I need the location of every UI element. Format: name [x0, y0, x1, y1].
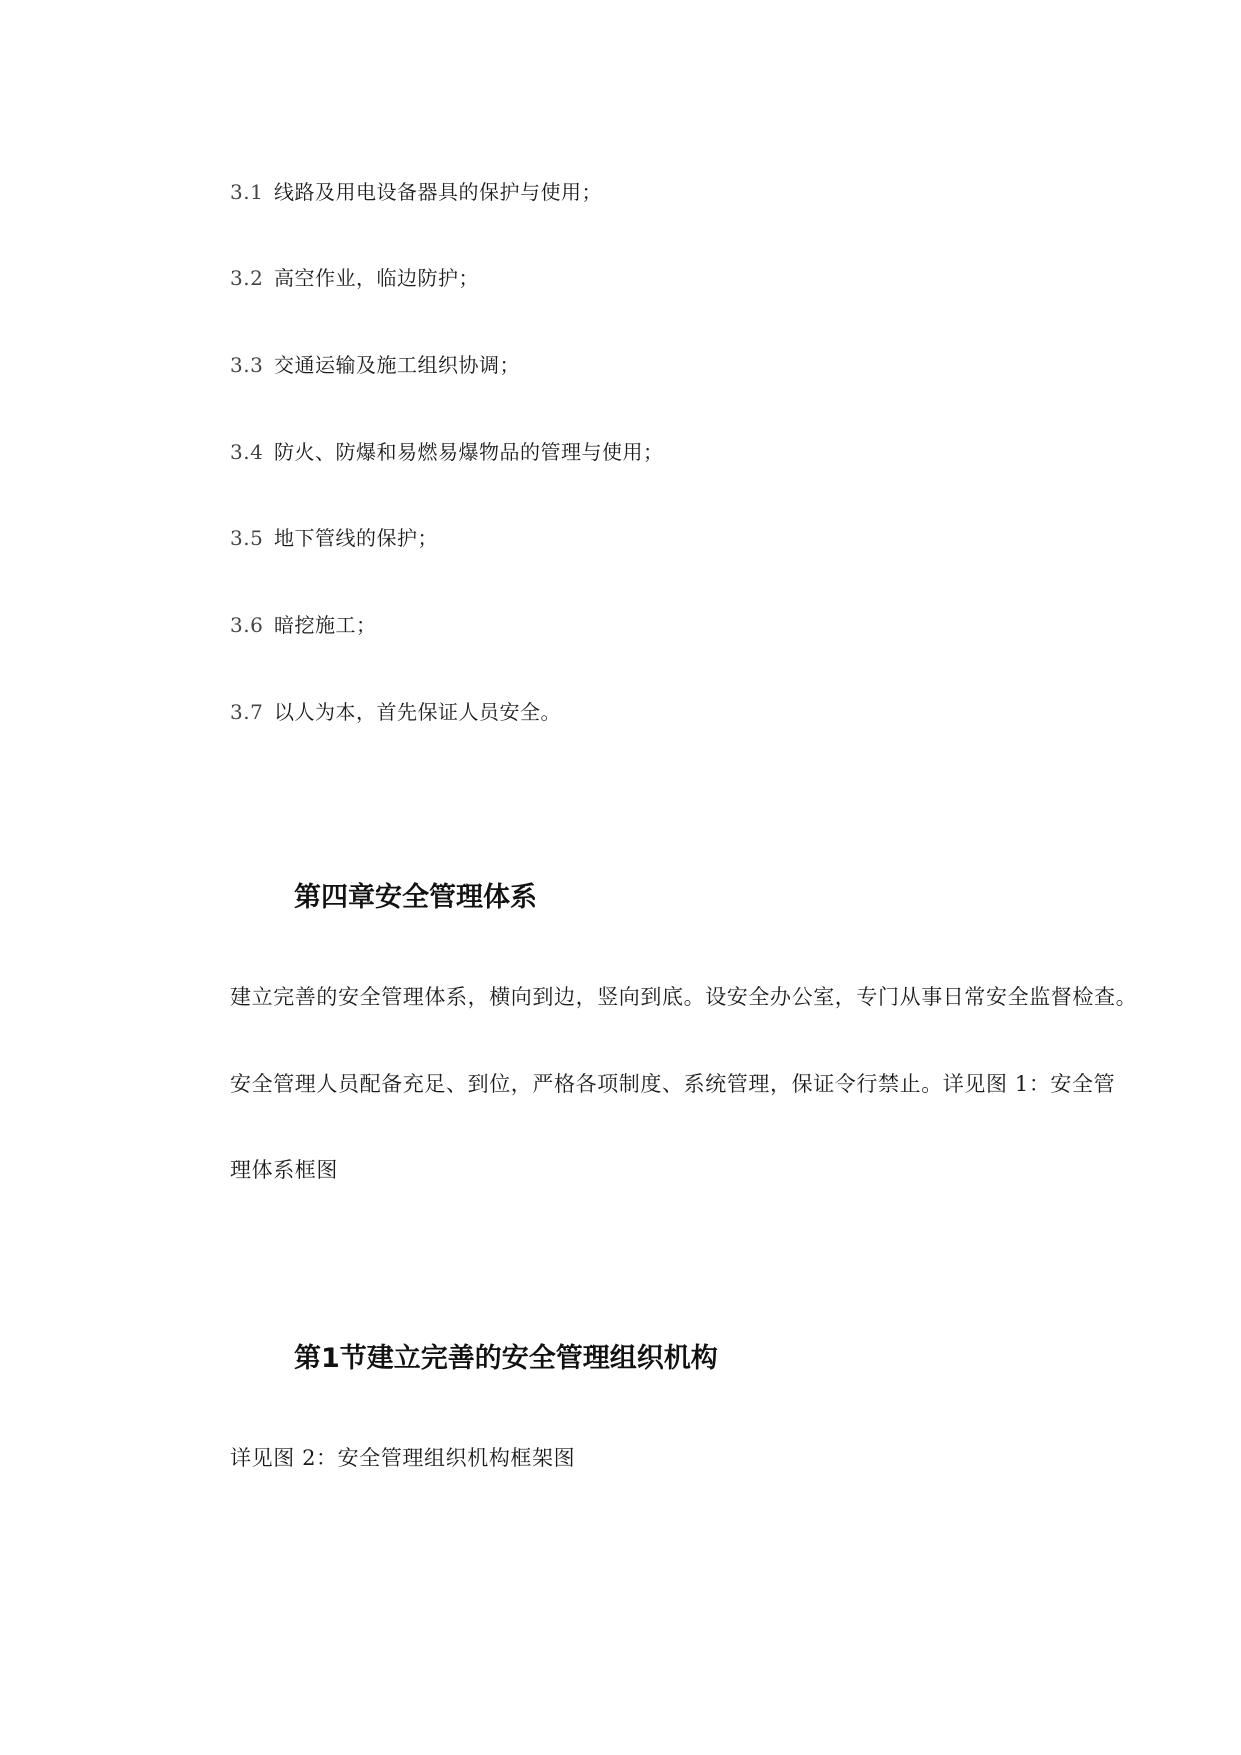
paragraph-line: 详见图 2：安全管理组织机构框架图: [230, 1446, 576, 1470]
chapter-heading: 第四章安全管理体系: [294, 882, 537, 913]
list-item-number: 3.7: [230, 700, 264, 724]
list-item-number: 3.3: [230, 353, 264, 377]
list-item-number: 3.1: [230, 180, 264, 204]
list-item-text: 高空作业，临边防护；: [274, 266, 479, 290]
list-item-text: 交通运输及施工组织协调；: [274, 353, 520, 377]
list-item: [230, 264, 479, 292]
list-item-number: 3.6: [230, 613, 264, 637]
paragraph-line: 建立完善的安全管理体系，横向到边，竖向到底。设安全办公室，专门从事日常安全监督检查。: [230, 985, 1138, 1009]
list-item: [230, 178, 602, 206]
list-item-text: 防火、防爆和易燃易爆物品的管理与使用；: [274, 440, 664, 464]
paragraph-line: 理体系框图: [230, 1158, 338, 1182]
list-item-text: 以人为本，首先保证人员安全。: [274, 700, 561, 724]
section-heading: 第1节建立完善的安全管理组织机构: [294, 1343, 718, 1374]
list-item: [230, 438, 664, 466]
list-item: [230, 351, 520, 379]
list-item-number: 3.5: [230, 526, 264, 550]
list-item-text: 地下管线的保护；: [274, 526, 438, 550]
list-item-text: 线路及用电设备器具的保护与使用；: [274, 180, 602, 204]
list-item: [230, 698, 561, 726]
list-item-text: 暗挖施工；: [274, 613, 377, 637]
list-item: [230, 524, 438, 552]
list-item-number: 3.4: [230, 440, 264, 464]
list-item: [230, 611, 377, 639]
paragraph-line: 安全管理人员配备充足、到位，严格各项制度、系统管理，保证令行禁止。详见图 1：安全管: [230, 1072, 1116, 1096]
list-item-number: 3.2: [230, 266, 264, 290]
